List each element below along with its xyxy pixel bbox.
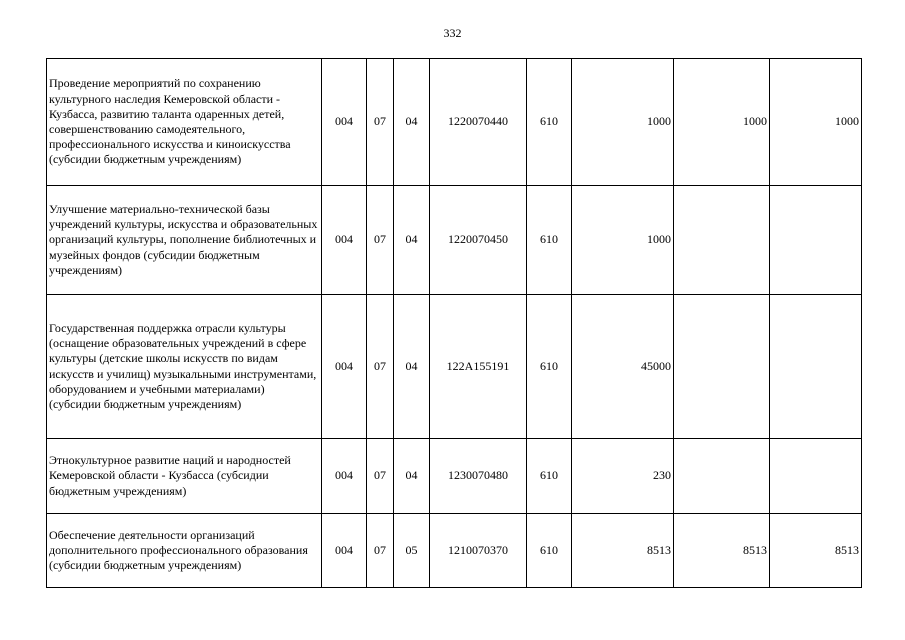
amount-year-3: 1000	[770, 59, 862, 186]
row-description: Государственная поддержка отрасли культуры (оснащение образовательных учреждений в сфере культуры (детские школы искусств по видам искусств и училищ) музыкальными инструментами, оборудованием и учебными материалами) (субсидии бюджетным учреждениям)	[47, 295, 322, 439]
target-article-code: 1220070440	[430, 59, 527, 186]
amount-year-3: 8513	[770, 514, 862, 588]
amount-year-2	[674, 186, 770, 295]
subsection-code: 04	[394, 186, 430, 295]
page-number: 332	[443, 26, 462, 40]
row-description: Улучшение материально-технической базы учреждений культуры, искусства и образовательных организаций культуры, пополнение библиотечных и музейных фондов (субсидии бюджетным учреждениям)	[47, 186, 322, 295]
expense-type-code: 610	[527, 514, 572, 588]
ministry-code: 004	[322, 59, 367, 186]
row-description: Проведение мероприятий по сохранению культурного наследия Кемеровской области - Кузбасса, развитию таланта одаренных детей, совершенствованию самодеятельного, профессионального искусства и киноискусства (субсидии бюджетным учреждениям)	[47, 59, 322, 186]
section-code: 07	[367, 59, 394, 186]
amount-year-2	[674, 439, 770, 514]
amount-year-2: 1000	[674, 59, 770, 186]
amount-year-3	[770, 295, 862, 439]
expense-type-code: 610	[527, 295, 572, 439]
row-description: Обеспечение деятельности организаций дополнительного профессионального образования (субсидии бюджетным учреждениям)	[47, 514, 322, 588]
budget-table	[46, 58, 862, 588]
amount-year-2	[674, 295, 770, 439]
target-article-code: 1220070450	[430, 186, 527, 295]
ministry-code: 004	[322, 295, 367, 439]
target-article-code: 1210070370	[430, 514, 527, 588]
amount-year-1: 8513	[572, 514, 674, 588]
section-code: 07	[367, 295, 394, 439]
amount-year-3	[770, 439, 862, 514]
amount-year-1: 45000	[572, 295, 674, 439]
amount-year-1: 230	[572, 439, 674, 514]
section-code: 07	[367, 514, 394, 588]
table-row	[47, 514, 862, 588]
amount-year-1: 1000	[572, 186, 674, 295]
target-article-code: 122A155191	[430, 295, 527, 439]
ministry-code: 004	[322, 514, 367, 588]
amount-year-3	[770, 186, 862, 295]
expense-type-code: 610	[527, 186, 572, 295]
target-article-code: 1230070480	[430, 439, 527, 514]
expense-type-code: 610	[527, 439, 572, 514]
section-code: 07	[367, 186, 394, 295]
ministry-code: 004	[322, 439, 367, 514]
ministry-code: 004	[322, 186, 367, 295]
subsection-code: 04	[394, 295, 430, 439]
table-row	[47, 59, 862, 186]
row-description: Этнокультурное развитие наций и народностей Кемеровской области - Кузбасса (субсидии бюджетным учреждениям)	[47, 439, 322, 514]
amount-year-2: 8513	[674, 514, 770, 588]
subsection-code: 04	[394, 439, 430, 514]
expense-type-code: 610	[527, 59, 572, 186]
subsection-code: 04	[394, 59, 430, 186]
table-row	[47, 186, 862, 295]
amount-year-1: 1000	[572, 59, 674, 186]
table-row	[47, 295, 862, 439]
table-row	[47, 439, 862, 514]
section-code: 07	[367, 439, 394, 514]
subsection-code: 05	[394, 514, 430, 588]
